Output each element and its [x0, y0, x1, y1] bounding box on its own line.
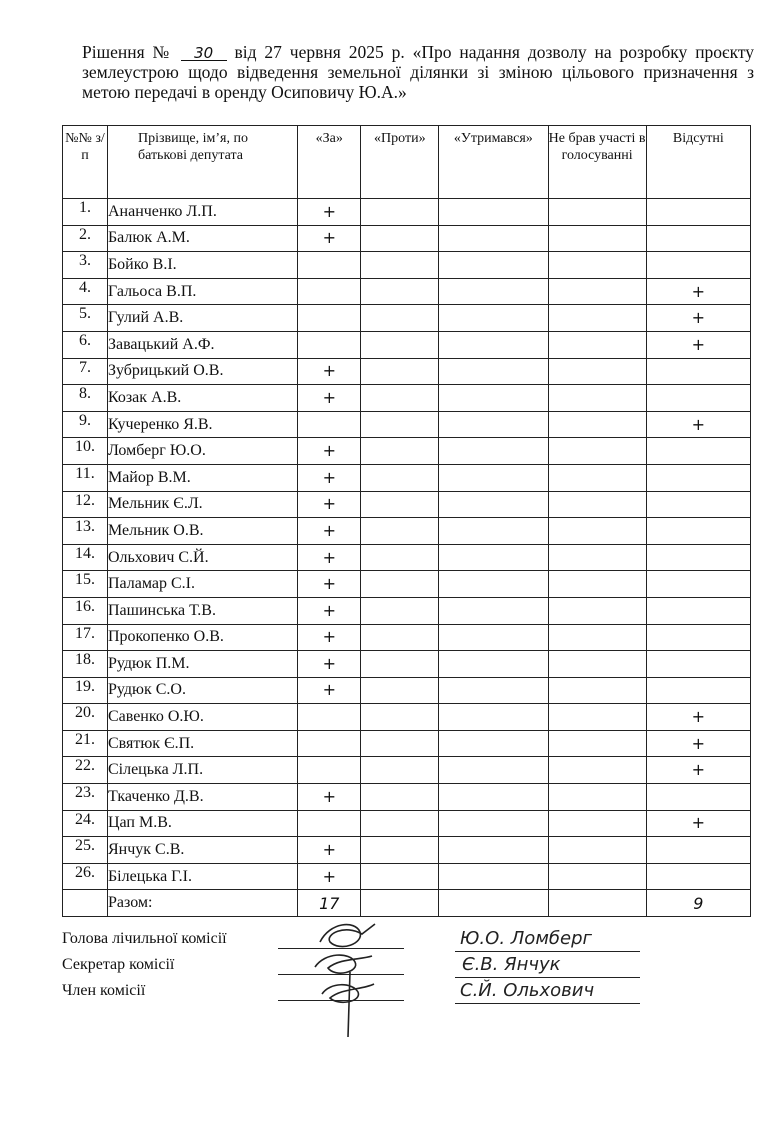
header-ne-brav-uchasti: Не брав участі в голосуванні — [548, 126, 646, 199]
vote-cell-absent — [646, 358, 750, 385]
vote-cell-proty — [361, 358, 439, 385]
vote-cell-utrymavsia — [439, 597, 548, 624]
total-row — [63, 890, 751, 917]
table-row — [63, 491, 751, 518]
table-row — [63, 730, 751, 757]
vote-cell-utrymavsia — [439, 651, 548, 678]
vote-mark-absent: + — [646, 331, 750, 358]
vote-cell-utrymavsia — [439, 491, 548, 518]
header-za: «За» — [298, 126, 361, 199]
vote-cell-proty — [361, 278, 439, 305]
deputy-name: Прокопенко О.В. — [107, 624, 297, 651]
vote-cell-proty — [361, 784, 439, 811]
deputy-name: Завацький А.Ф. — [107, 331, 297, 358]
vote-cell-za — [298, 757, 361, 784]
vote-cell-proty — [361, 438, 439, 465]
vote-mark-za: + — [298, 464, 361, 491]
header-vidsutni: Відсутні — [646, 126, 750, 199]
vote-cell-utrymavsia — [439, 624, 548, 651]
vote-cell-proty — [361, 704, 439, 731]
header-utrymavsia: «Утримався» — [439, 126, 548, 199]
voting-table — [62, 125, 751, 917]
deputy-name: Мельник О.В. — [107, 518, 297, 545]
table-row — [63, 704, 751, 731]
signature-scribbles — [300, 912, 390, 1042]
deputy-name: Козак А.В. — [107, 385, 297, 412]
row-number: 18. — [63, 651, 108, 678]
vote-cell-proty — [361, 225, 439, 252]
total-absent: 9 — [646, 890, 750, 917]
vote-cell-absent — [646, 518, 750, 545]
vote-cell-proty — [361, 597, 439, 624]
vote-cell-ne-brav — [548, 252, 646, 279]
vote-cell-ne-brav — [548, 624, 646, 651]
vote-cell-proty — [361, 252, 439, 279]
vote-cell-utrymavsia — [439, 199, 548, 226]
vote-mark-za: + — [298, 385, 361, 412]
table-row — [63, 225, 751, 252]
vote-cell-ne-brav — [548, 411, 646, 438]
vote-mark-za: + — [298, 651, 361, 678]
vote-cell-proty — [361, 331, 439, 358]
vote-cell-proty — [361, 411, 439, 438]
vote-cell-utrymavsia — [439, 278, 548, 305]
vote-mark-za: + — [298, 624, 361, 651]
deputy-name: Янчук С.В. — [107, 837, 297, 864]
row-number: 1. — [63, 199, 108, 226]
deputy-name: Ольхович С.Й. — [107, 544, 297, 571]
vote-cell-proty — [361, 544, 439, 571]
vote-mark-absent: + — [646, 730, 750, 757]
table-row — [63, 624, 751, 651]
vote-cell-utrymavsia — [439, 464, 548, 491]
vote-mark-absent: + — [646, 305, 750, 332]
vote-mark-za: + — [298, 199, 361, 226]
row-number: 8. — [63, 385, 108, 412]
vote-cell-ne-brav — [548, 704, 646, 731]
vote-mark-absent: + — [646, 704, 750, 731]
table-row — [63, 810, 751, 837]
decision-title: «Про надання дозволу на розробку проєкту землеустрою щодо відведення земельної ділянки зі зміною цільового призначення з метою передачі в оренду Осиповичу Ю.А.» — [82, 42, 755, 102]
vote-cell-proty — [361, 651, 439, 678]
deputy-name: Ломберг Ю.О. — [107, 438, 297, 465]
vote-cell-za — [298, 305, 361, 332]
row-number: 12. — [63, 491, 108, 518]
vote-cell-ne-brav — [548, 331, 646, 358]
vote-cell-utrymavsia — [439, 571, 548, 598]
vote-cell-absent — [646, 677, 750, 704]
vote-cell-utrymavsia — [439, 704, 548, 731]
deputy-name: Гальоса В.П. — [107, 278, 297, 305]
vote-mark-za: + — [298, 225, 361, 252]
vote-cell-proty — [361, 677, 439, 704]
vote-cell-utrymavsia — [439, 518, 548, 545]
vote-mark-za: + — [298, 518, 361, 545]
row-number: 24. — [63, 810, 108, 837]
vote-mark-absent: + — [646, 810, 750, 837]
vote-cell-za — [298, 810, 361, 837]
vote-cell-utrymavsia — [439, 810, 548, 837]
deputy-name: Рудюк С.О. — [107, 677, 297, 704]
vote-mark-za: + — [298, 491, 361, 518]
deputy-name: Зубрицький О.В. — [107, 358, 297, 385]
vote-cell-absent — [646, 651, 750, 678]
row-number: 15. — [63, 571, 108, 598]
row-number: 19. — [63, 677, 108, 704]
vote-cell-utrymavsia — [439, 358, 548, 385]
vote-cell-absent — [646, 784, 750, 811]
table-row — [63, 464, 751, 491]
header-proty: «Проти» — [361, 126, 439, 199]
member-label: Член комісії — [62, 982, 146, 999]
vote-cell-utrymavsia — [439, 225, 548, 252]
vote-cell-proty — [361, 837, 439, 864]
vote-mark-za: + — [298, 677, 361, 704]
vote-cell-utrymavsia — [439, 677, 548, 704]
vote-cell-proty — [361, 385, 439, 412]
deputy-name: Святюк Є.П. — [107, 730, 297, 757]
row-number: 14. — [63, 544, 108, 571]
chairman-signature-icon — [320, 924, 375, 947]
deputy-name: Сілецька Л.П. — [107, 757, 297, 784]
vote-cell-za — [298, 331, 361, 358]
table-row — [63, 385, 751, 412]
vote-mark-absent: + — [646, 757, 750, 784]
vote-cell-proty — [361, 571, 439, 598]
vote-cell-ne-brav — [548, 358, 646, 385]
secretary-signature-icon — [315, 955, 372, 973]
vote-cell-proty — [361, 199, 439, 226]
vote-cell-ne-brav — [548, 199, 646, 226]
vote-cell-utrymavsia — [439, 305, 548, 332]
total-za: 17 — [298, 890, 361, 917]
vote-cell-ne-brav — [548, 677, 646, 704]
vote-mark-za: + — [298, 571, 361, 598]
row-number: 9. — [63, 411, 108, 438]
table-row — [63, 651, 751, 678]
vote-cell-ne-brav — [548, 544, 646, 571]
vote-cell-absent — [646, 837, 750, 864]
vote-cell-utrymavsia — [439, 438, 548, 465]
row-number: 23. — [63, 784, 108, 811]
deputy-name: Рудюк П.М. — [107, 651, 297, 678]
vote-cell-ne-brav — [548, 757, 646, 784]
vote-mark-za: + — [298, 837, 361, 864]
table-row — [63, 199, 751, 226]
vote-cell-absent — [646, 464, 750, 491]
commission-block — [62, 926, 227, 1004]
vote-cell-absent — [646, 225, 750, 252]
deputy-name: Балюк А.М. — [107, 225, 297, 252]
decision-prefix: Рішення № — [82, 42, 173, 62]
deputy-name: Кучеренко Я.В. — [107, 411, 297, 438]
vote-cell-proty — [361, 464, 439, 491]
row-number: 21. — [63, 730, 108, 757]
chairman-label: Голова лічильної комісії — [62, 930, 227, 947]
vote-cell-ne-brav — [548, 305, 646, 332]
vote-cell-ne-brav — [548, 863, 646, 890]
vote-cell-utrymavsia — [439, 837, 548, 864]
deputy-name: Білецька Г.І. — [107, 863, 297, 890]
decision-date: від 27 червня 2025 р. — [234, 42, 405, 62]
vote-cell-utrymavsia — [439, 411, 548, 438]
vote-cell-ne-brav — [548, 464, 646, 491]
row-number: 4. — [63, 278, 108, 305]
row-number: 5. — [63, 305, 108, 332]
vote-cell-utrymavsia — [439, 331, 548, 358]
row-number: 10. — [63, 438, 108, 465]
vote-cell-za — [298, 730, 361, 757]
table-row — [63, 411, 751, 438]
table-row — [63, 544, 751, 571]
row-number: 20. — [63, 704, 108, 731]
deputy-name: Ткаченко Д.В. — [107, 784, 297, 811]
vote-cell-ne-brav — [548, 225, 646, 252]
vote-cell-ne-brav — [548, 278, 646, 305]
chairman-name: Ю.О. Ломберг — [460, 928, 592, 949]
secretary-name: Є.В. Янчук — [462, 954, 561, 975]
voting-table-body — [63, 199, 751, 890]
table-row — [63, 518, 751, 545]
row-number: 16. — [63, 597, 108, 624]
vote-cell-proty — [361, 863, 439, 890]
vote-cell-za — [298, 252, 361, 279]
row-number: 2. — [63, 225, 108, 252]
vote-mark-absent: + — [646, 411, 750, 438]
member-name: С.Й. Ольхович — [460, 980, 595, 1001]
vote-mark-za: + — [298, 863, 361, 890]
vote-cell-utrymavsia — [439, 863, 548, 890]
vote-cell-utrymavsia — [439, 730, 548, 757]
vote-mark-za: + — [298, 544, 361, 571]
vote-cell-za — [298, 704, 361, 731]
table-row — [63, 677, 751, 704]
deputy-name: Цап М.В. — [107, 810, 297, 837]
table-row — [63, 571, 751, 598]
row-number: 6. — [63, 331, 108, 358]
vote-cell-utrymavsia — [439, 544, 548, 571]
vote-cell-utrymavsia — [439, 385, 548, 412]
table-row — [63, 784, 751, 811]
member-name-line — [455, 1003, 640, 1004]
decision-number: 30 — [181, 46, 227, 61]
vote-cell-za — [298, 278, 361, 305]
table-row — [63, 757, 751, 784]
vote-cell-absent — [646, 863, 750, 890]
deputy-name: Пашинська Т.В. — [107, 597, 297, 624]
vote-mark-za: + — [298, 438, 361, 465]
deputy-name: Мельник Є.Л. — [107, 491, 297, 518]
vote-cell-za — [298, 411, 361, 438]
vote-cell-absent — [646, 544, 750, 571]
header-number: №№ з/п — [63, 126, 108, 199]
vote-cell-ne-brav — [548, 385, 646, 412]
table-row — [63, 863, 751, 890]
vote-cell-absent — [646, 571, 750, 598]
deputy-name: Ананченко Л.П. — [107, 199, 297, 226]
vote-cell-absent — [646, 597, 750, 624]
vote-cell-utrymavsia — [439, 757, 548, 784]
table-row — [63, 597, 751, 624]
vote-cell-absent — [646, 199, 750, 226]
vote-cell-utrymavsia — [439, 784, 548, 811]
member-signature-icon — [322, 972, 374, 1037]
table-row — [63, 837, 751, 864]
vote-cell-proty — [361, 624, 439, 651]
table-row — [63, 305, 751, 332]
table-row — [63, 278, 751, 305]
vote-cell-absent — [646, 385, 750, 412]
vote-cell-ne-brav — [548, 491, 646, 518]
vote-cell-proty — [361, 305, 439, 332]
row-number: 11. — [63, 464, 108, 491]
vote-cell-absent — [646, 624, 750, 651]
table-row — [63, 252, 751, 279]
vote-cell-proty — [361, 810, 439, 837]
decision-heading — [82, 42, 754, 102]
vote-mark-za: + — [298, 358, 361, 385]
vote-cell-ne-brav — [548, 810, 646, 837]
deputy-name: Майор В.М. — [107, 464, 297, 491]
table-row — [63, 358, 751, 385]
row-number: 25. — [63, 837, 108, 864]
secretary-label: Секретар комісії — [62, 956, 175, 973]
vote-cell-ne-brav — [548, 597, 646, 624]
vote-cell-proty — [361, 491, 439, 518]
vote-cell-utrymavsia — [439, 252, 548, 279]
vote-cell-ne-brav — [548, 784, 646, 811]
row-number: 7. — [63, 358, 108, 385]
header-name: Прізвище, ім’я, по батькові депутата — [107, 126, 297, 199]
vote-cell-ne-brav — [548, 730, 646, 757]
vote-mark-za: + — [298, 784, 361, 811]
table-row — [63, 331, 751, 358]
vote-cell-absent — [646, 438, 750, 465]
table-header-row — [63, 126, 751, 199]
vote-cell-absent — [646, 491, 750, 518]
row-number: 26. — [63, 863, 108, 890]
vote-cell-ne-brav — [548, 837, 646, 864]
deputy-name: Савенко О.Ю. — [107, 704, 297, 731]
vote-cell-ne-brav — [548, 518, 646, 545]
secretary-name-line — [455, 977, 640, 978]
vote-cell-proty — [361, 730, 439, 757]
total-label: Разом: — [107, 890, 297, 917]
vote-cell-ne-brav — [548, 438, 646, 465]
deputy-name: Бойко В.І. — [107, 252, 297, 279]
row-number: 3. — [63, 252, 108, 279]
vote-mark-absent: + — [646, 278, 750, 305]
deputy-name: Гулий А.В. — [107, 305, 297, 332]
deputy-name: Паламар С.І. — [107, 571, 297, 598]
chairman-name-line — [455, 951, 640, 952]
vote-mark-za: + — [298, 597, 361, 624]
vote-cell-proty — [361, 757, 439, 784]
vote-cell-absent — [646, 252, 750, 279]
vote-cell-ne-brav — [548, 651, 646, 678]
row-number: 22. — [63, 757, 108, 784]
table-row — [63, 438, 751, 465]
row-number: 13. — [63, 518, 108, 545]
vote-cell-proty — [361, 518, 439, 545]
vote-cell-ne-brav — [548, 571, 646, 598]
row-number: 17. — [63, 624, 108, 651]
